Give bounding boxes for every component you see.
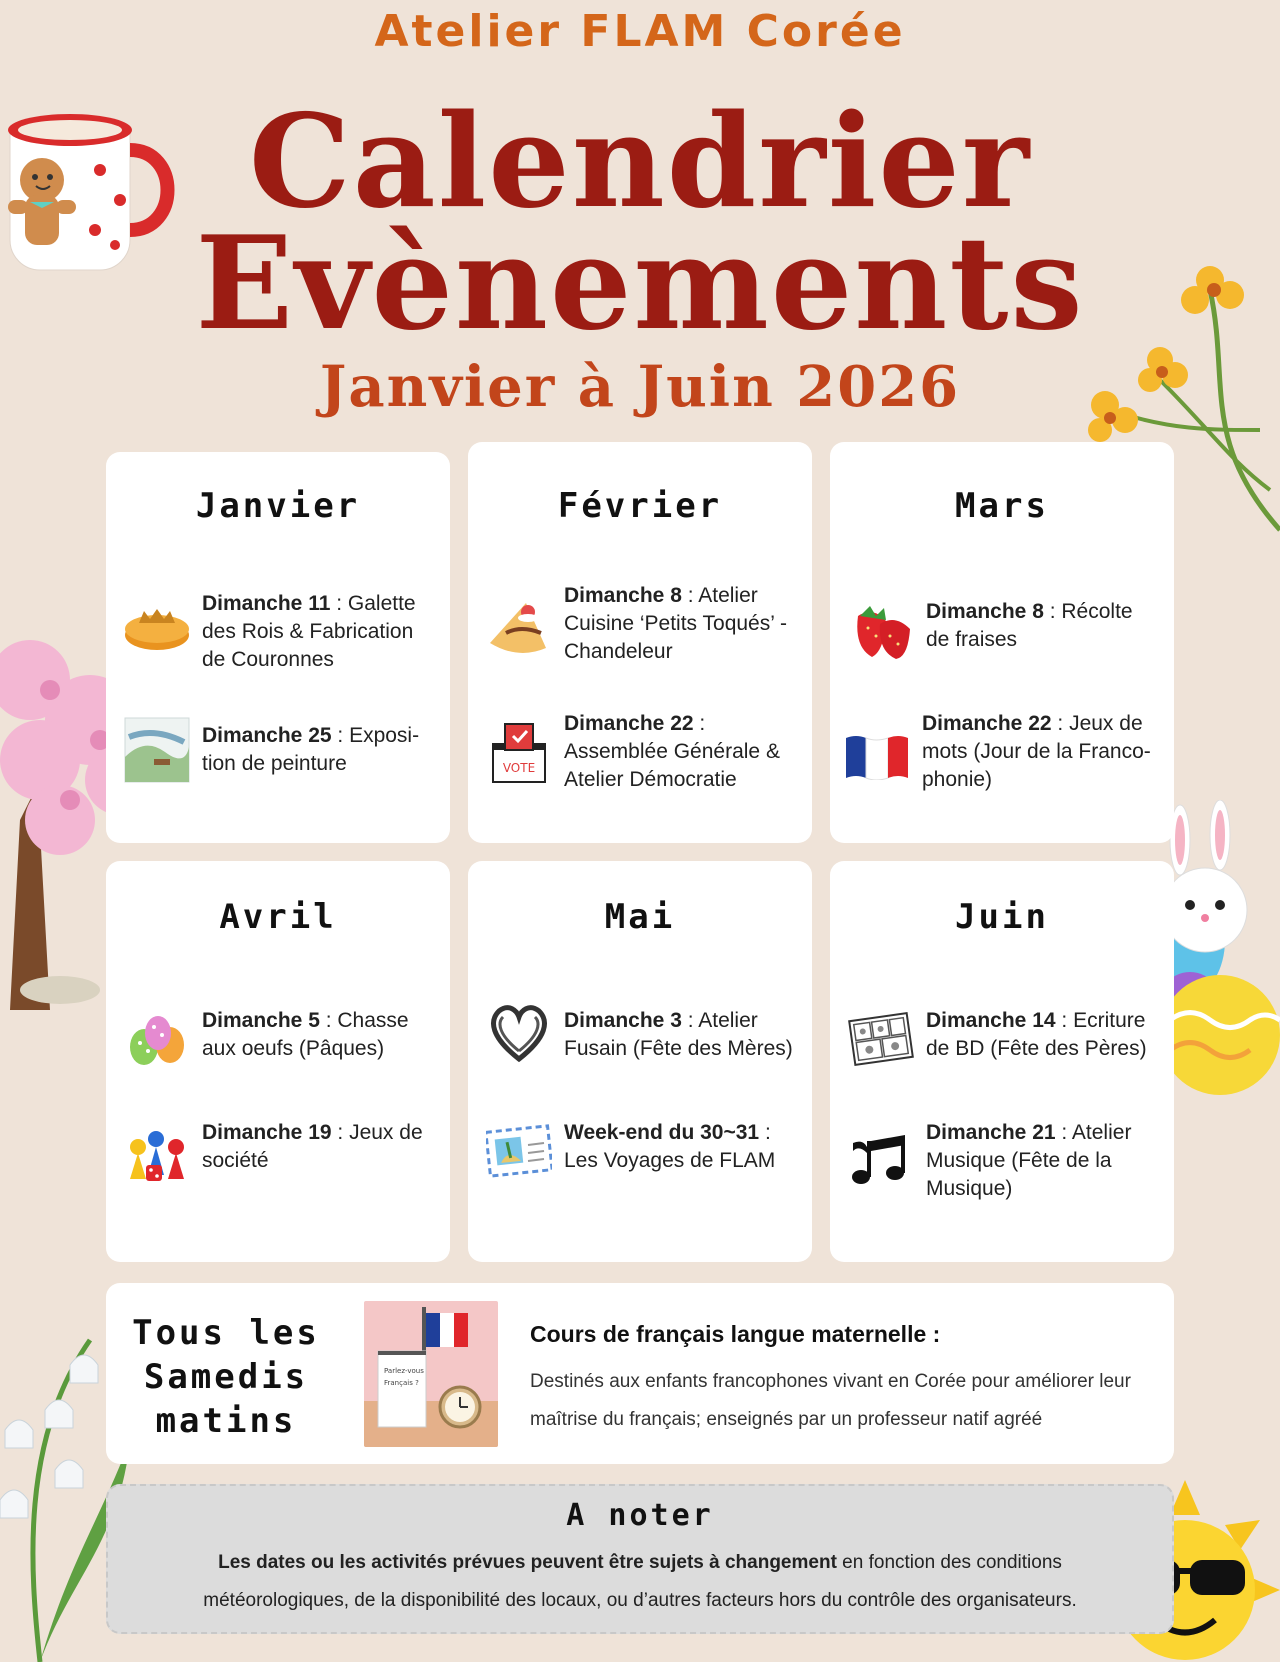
event-date: Dimanche 21 <box>926 1121 1056 1144</box>
event-description: : Galette des Rois & Fabrication de Couronnes <box>202 592 416 671</box>
event-item <box>122 722 436 792</box>
cocoa-mug-icon <box>0 70 190 280</box>
french-flag-icon <box>842 724 912 788</box>
saturday-label-line: matins <box>155 1401 297 1441</box>
page-title-line2: Evènements <box>195 209 1085 359</box>
charcoal-heart-icon <box>484 1001 554 1065</box>
event-description: : Jeux de mots (Jour de la Franco-phonie) <box>922 712 1151 791</box>
event-item <box>846 1007 1160 1077</box>
event-date: Dimanche 11 <box>202 592 331 615</box>
crepe-icon <box>484 596 554 660</box>
svg-text:Français ?: Français ? <box>384 1379 419 1387</box>
music-notes-icon <box>846 1129 916 1193</box>
month-title: Juin <box>955 897 1049 937</box>
event-date: Dimanche 5 <box>202 1009 320 1032</box>
event-description: : Atelier Musique (Fête de la Musique) <box>926 1121 1132 1200</box>
saturday-label-line: Samedis <box>143 1357 309 1397</box>
date-range-subtitle: Janvier à Juin 2026 <box>319 354 961 420</box>
event-description: : Ecriture de BD (Fête des Pères) <box>926 1009 1147 1060</box>
note-bold-text: Les dates ou les activités prévues peuvent être sujets à changement <box>218 1552 837 1573</box>
vote-box-icon <box>484 722 554 786</box>
event-item <box>122 590 436 680</box>
event-date: Week-end du 30~31 <box>564 1121 760 1144</box>
galette-icon <box>122 598 192 662</box>
month-title: Avril <box>219 897 337 937</box>
event-description: : Assemblée Générale & Atelier Démocratie <box>564 712 780 791</box>
comic-strip-icon <box>846 1007 916 1071</box>
note-title: A noter <box>566 1498 714 1533</box>
note-rest-text: en fonction des conditions météorologiques, de la disponibilité des locaux, ou d’autres facteurs hors du contrôle des organisateurs. <box>203 1552 1077 1611</box>
board-game-icon <box>122 1125 192 1189</box>
event-date: Dimanche 25 <box>202 724 332 747</box>
french-class-photo <box>364 1301 498 1447</box>
month-card-fevrier <box>468 442 812 843</box>
svg-text:Parlez-vous: Parlez-vous <box>384 1367 424 1375</box>
event-date: Dimanche 8 <box>564 584 682 607</box>
event-description: : Atelier Cuisine ‘Petits Toqués’ - Chandeleur <box>564 584 787 663</box>
course-description: Destinés aux enfants francophones vivant en Corée pour améliorer leur maîtrise du français; enseignés par un professeur natif agréé <box>530 1371 1131 1430</box>
month-title: Janvier <box>195 486 361 526</box>
month-card-mai <box>468 861 812 1262</box>
event-item <box>122 1007 436 1077</box>
event-item <box>484 1119 798 1189</box>
event-description: : Récolte de fraises <box>926 600 1133 651</box>
event-item <box>484 710 798 800</box>
saturday-label <box>126 1311 326 1443</box>
note-box <box>106 1484 1174 1634</box>
event-date: Dimanche 8 <box>926 600 1044 623</box>
month-title: Mai <box>604 897 676 937</box>
event-description: : Jeux de société <box>202 1121 423 1172</box>
course-title: Cours de français langue maternelle : <box>530 1321 941 1347</box>
postcard-icon <box>484 1119 554 1183</box>
month-card-mars <box>830 442 1174 843</box>
event-date: Dimanche 3 <box>564 1009 682 1032</box>
month-title: Mars <box>955 486 1049 526</box>
month-title: Février <box>557 486 723 526</box>
page-title-line1: Calendrier <box>248 87 1032 237</box>
organization-name: Atelier FLAM Corée <box>374 6 906 57</box>
event-item <box>484 1007 798 1077</box>
event-date: Dimanche 22 <box>922 712 1052 735</box>
event-date: Dimanche 22 <box>564 712 694 735</box>
easter-eggs-icon <box>122 1007 192 1071</box>
event-item <box>484 582 798 672</box>
saturday-label-line: Tous les <box>132 1313 320 1353</box>
event-item <box>846 710 1160 800</box>
event-description: : Les Voyages de FLAM <box>564 1121 776 1172</box>
saturday-course-card <box>106 1283 1174 1464</box>
event-date: Dimanche 19 <box>202 1121 332 1144</box>
event-description: : Exposi-tion de peinture <box>202 724 420 775</box>
month-card-janvier <box>106 452 450 843</box>
month-card-juin <box>830 861 1174 1262</box>
strawberry-icon <box>846 596 916 660</box>
painting-icon <box>122 718 192 782</box>
event-item <box>122 1119 436 1189</box>
event-date: Dimanche 14 <box>926 1009 1056 1032</box>
event-item <box>846 1119 1160 1209</box>
note-text <box>148 1544 1132 1620</box>
vote-label: VOTE <box>502 761 536 775</box>
event-item <box>846 598 1160 668</box>
event-description: : Atelier Fusain (Fête des Mères) <box>564 1009 793 1060</box>
event-description: : Chasse aux oeufs (Pâques) <box>202 1009 409 1060</box>
month-card-avril <box>106 861 450 1262</box>
